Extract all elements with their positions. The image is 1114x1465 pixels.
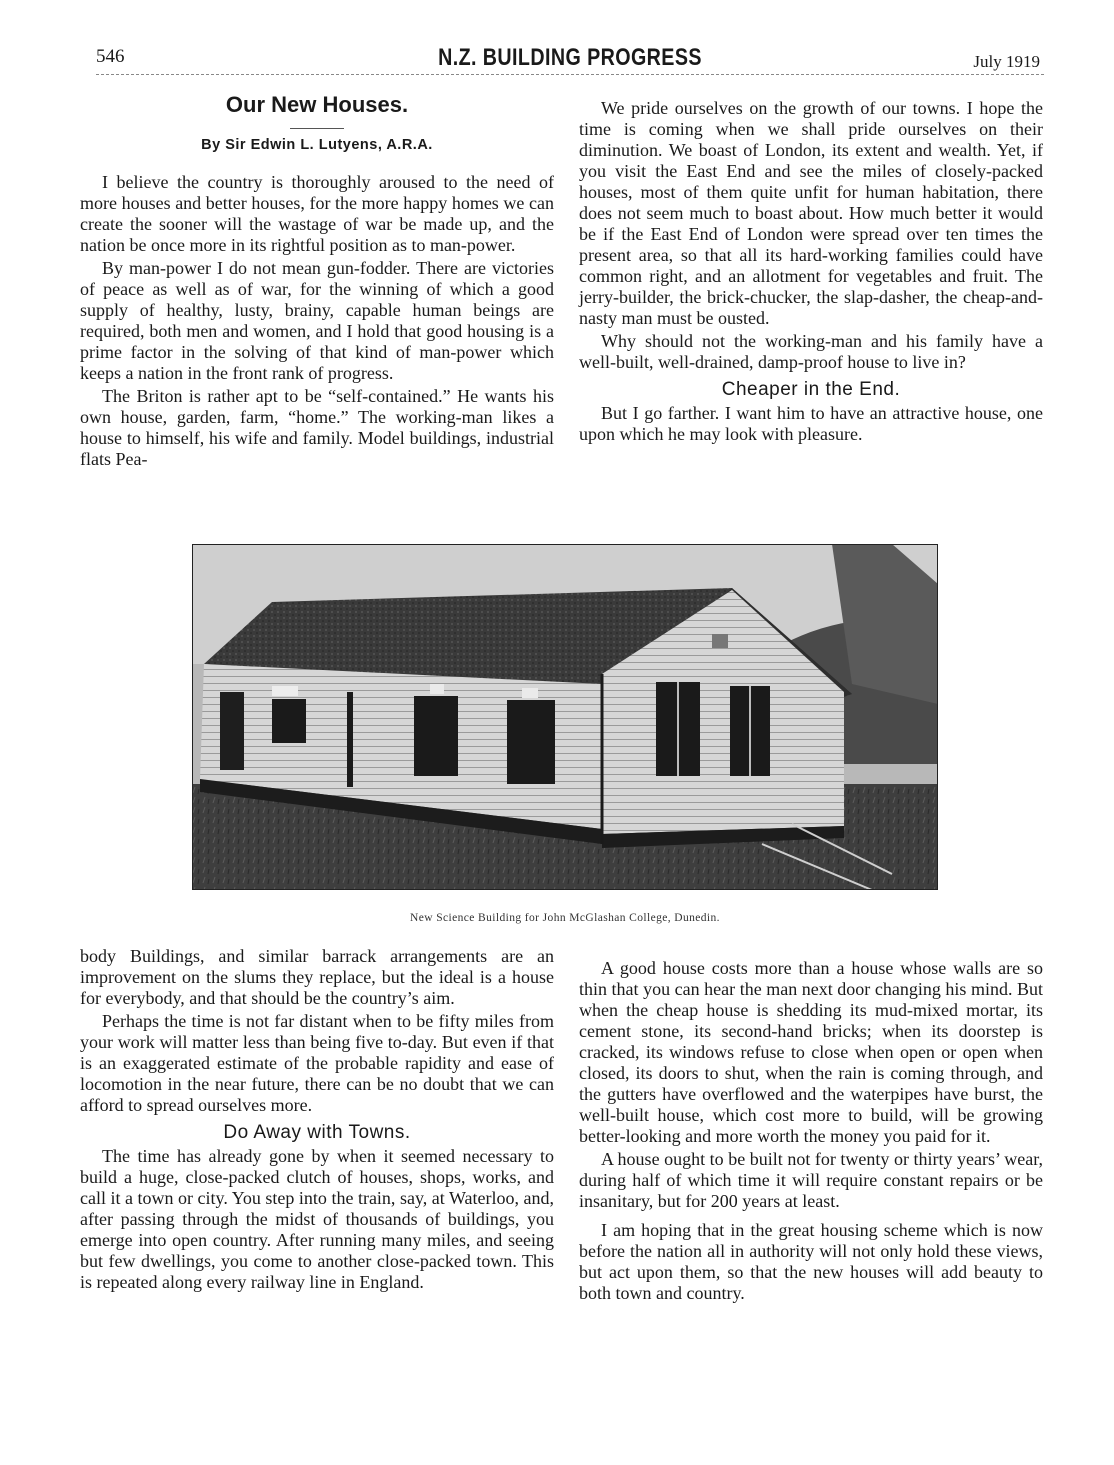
page-number: 546 <box>96 46 125 67</box>
header-rule <box>96 74 1044 75</box>
article-byline: By Sir Edwin L. Lutyens, A.R.A. <box>201 137 433 153</box>
paragraph: body Buildings, and similar barrack arrangements are an improvement on the slums they replace, but the ideal is a house for everybody, and that should be the country’s aim. <box>80 946 554 1008</box>
column-bottom-right <box>579 958 1043 1304</box>
paragraph: I am hoping that in the great housing scheme which is now before the nation all in authority will not only hold these views, but act upon them, so that the new houses will add beauty to both town and country. <box>579 1220 1043 1303</box>
column-top-right <box>579 98 1043 445</box>
publication-title: N.Z. BUILDING PROGRESS <box>438 44 702 71</box>
paragraph: A house ought to be built not for twenty or thirty years’ wear, during half of which time it will require constant repairs or be insanitary, but for 200 years at least. <box>579 1149 1043 1211</box>
paragraph: Perhaps the time is not far distant when to be fifty miles from your work will matter less than being five to-day. But even if that is an exaggerated estimate of the probable rapidity and ease of locomotion in the near future, there can be no doubt that we can afford to spread ourselves more. <box>80 1011 554 1115</box>
paragraph: Why should not the working-man and his family have a well-built, well-drained, damp-proof house to live in? <box>579 331 1043 372</box>
paragraph: The time has already gone by when it seemed necessary to build a huge, close-packed clutch of houses, shops, works, and call it a town or city. You step into the train, say, at Waterloo, and, after passing through the midst of thousands of buildings, you emerge into open country. After running many miles, and seeing but few dwellings, you come to another close-packed town. This is repeated along every railway line in England. <box>80 1146 554 1292</box>
building-photo <box>192 544 938 890</box>
column-top-left <box>80 172 554 470</box>
house-illustration <box>192 544 938 890</box>
subheading-cheaper: Cheaper in the End. <box>721 379 901 400</box>
issue-date: July 1919 <box>973 52 1040 71</box>
paragraph: I believe the country is thoroughly aroused to the need of more houses and better houses, for the more happy homes we can create the sooner will the wastage of war be made up, and the nation be once more in its rightful position as to man-power. <box>80 172 554 255</box>
paragraph: The Briton is rather apt to be “self-contained.” He wants his own house, garden, farm, “home.” The working-man likes a house to himself, his wife and family. Model buildings, industrial flats Pea- <box>80 386 554 469</box>
paragraph: A good house costs more than a house whose walls are so thin that you can hear the man next door changing his mind. But when the cheap house is shedding its mud-mixed mortar, its cement stone, its second-hand bricks; when its doorstep is cracked, its windows refuse to close when open or open when closed, its doors to shut, when the rain is coming through, and the gutters have overflowed and the waterpipes have burst, the well-built house, which cost more to build, will be growing better-looking and more worth the money you paid for it. <box>579 958 1043 1146</box>
paragraph: We pride ourselves on the growth of our towns. I hope the time is coming when we shall pride ourselves on their diminution. We boast of London, its extent and wealth. Yet, if you visit the East End and see the miles of closely-packed houses, most of them quite unfit for human habitation, there does not seem much to boast about. How much better it would be if the East End of London were spread over ten times the present area, so that all its hard-working families could have common right, and an allotment for vegetables and fruit. The jerry-builder, the brick-chucker, the slap-dasher, the cheap-and-nasty man must be ousted. <box>579 98 1043 328</box>
photo-caption: New Science Building for John McGlashan College, Dunedin. <box>410 912 720 924</box>
page-header <box>96 44 1044 78</box>
title-rule <box>290 128 344 129</box>
article-title: Our New Houses. <box>225 92 409 117</box>
column-bottom-left <box>80 946 554 1293</box>
paragraph: By man-power I do not mean gun-fodder. There are victories of peace as well as of war, for the winning of which a good supply of healthy, lusty, brainy, capable human beings are required, both men and women, and I hold that good housing is a prime factor in the solving of that kind of man-power which keeps a nation in the front rank of progress. <box>80 258 554 383</box>
paragraph: But I go farther. I want him to have an attractive house, one upon which he may look with pleasure. <box>579 403 1043 444</box>
subheading-towns: Do Away with Towns. <box>223 1122 411 1143</box>
